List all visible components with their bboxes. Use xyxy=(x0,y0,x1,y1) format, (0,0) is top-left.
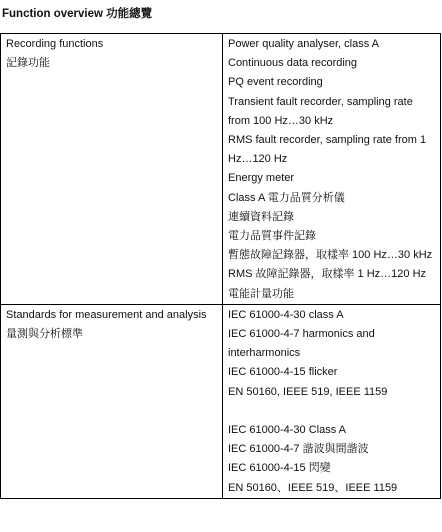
category-label-en: Recording functions xyxy=(6,38,104,50)
feature-item-en: PQ event recording xyxy=(228,76,323,89)
standard-item-zh: IEC 61000-4-30 Class A xyxy=(228,424,347,437)
feature-item-zh: RMS 故障記錄器，取樣率 1 Hz…120 Hz xyxy=(228,268,427,281)
standard-item-zh: IEC 61000-4-15 閃變 xyxy=(228,462,331,475)
standard-item-en: IEC 61000-4-15 flicker xyxy=(228,366,338,379)
function-overview-table xyxy=(0,33,441,499)
page-title: Function overview 功能總覽 xyxy=(2,8,153,20)
category-cell xyxy=(1,304,223,498)
feature-item-zh: 電力品質事件記錄 xyxy=(228,230,316,243)
category-cell xyxy=(1,34,223,305)
category-label-en: Standards for measurement and analysis xyxy=(6,308,207,321)
details-cell xyxy=(223,34,441,305)
spacer xyxy=(228,402,435,421)
feature-item-en: Power quality analyser, class A xyxy=(228,38,380,50)
feature-item-zh: 連續資料記錄 xyxy=(228,210,294,223)
feature-item-zh: Class A 電力品質分析儀 xyxy=(228,191,345,204)
feature-item-en: Transient fault recorder, sampling rate from 100 Hz…30 kHz xyxy=(228,95,413,127)
table-row xyxy=(1,304,441,498)
standard-item-zh: EN 50160、IEEE 519、IEEE 1159 xyxy=(228,481,398,494)
standard-item-en: IEC 61000-4-30 class A xyxy=(228,308,344,321)
feature-item-en: RMS fault recorder, sampling rate from 1 Hz…120 Hz xyxy=(228,134,427,166)
standard-item-zh: IEC 61000-4-7 諧波與間諧波 xyxy=(228,443,369,456)
feature-item-zh: 電能計量功能 xyxy=(228,287,294,300)
category-label-zh: 記錄功能 xyxy=(6,57,50,70)
standard-item-en: IEC 61000-4-7 harmonics and interharmonics xyxy=(228,328,375,360)
feature-item-en: Continuous data recording xyxy=(228,57,358,70)
table-row xyxy=(1,34,441,305)
feature-item-en: Energy meter xyxy=(228,172,295,185)
standard-item-en: EN 50160, IEEE 519, IEEE 1159 xyxy=(228,385,388,398)
feature-item-zh: 暫態故障記錄器，取樣率 100 Hz…30 kHz xyxy=(228,249,433,262)
details-cell xyxy=(223,304,441,498)
category-label-zh: 量測與分析標準 xyxy=(6,328,83,341)
